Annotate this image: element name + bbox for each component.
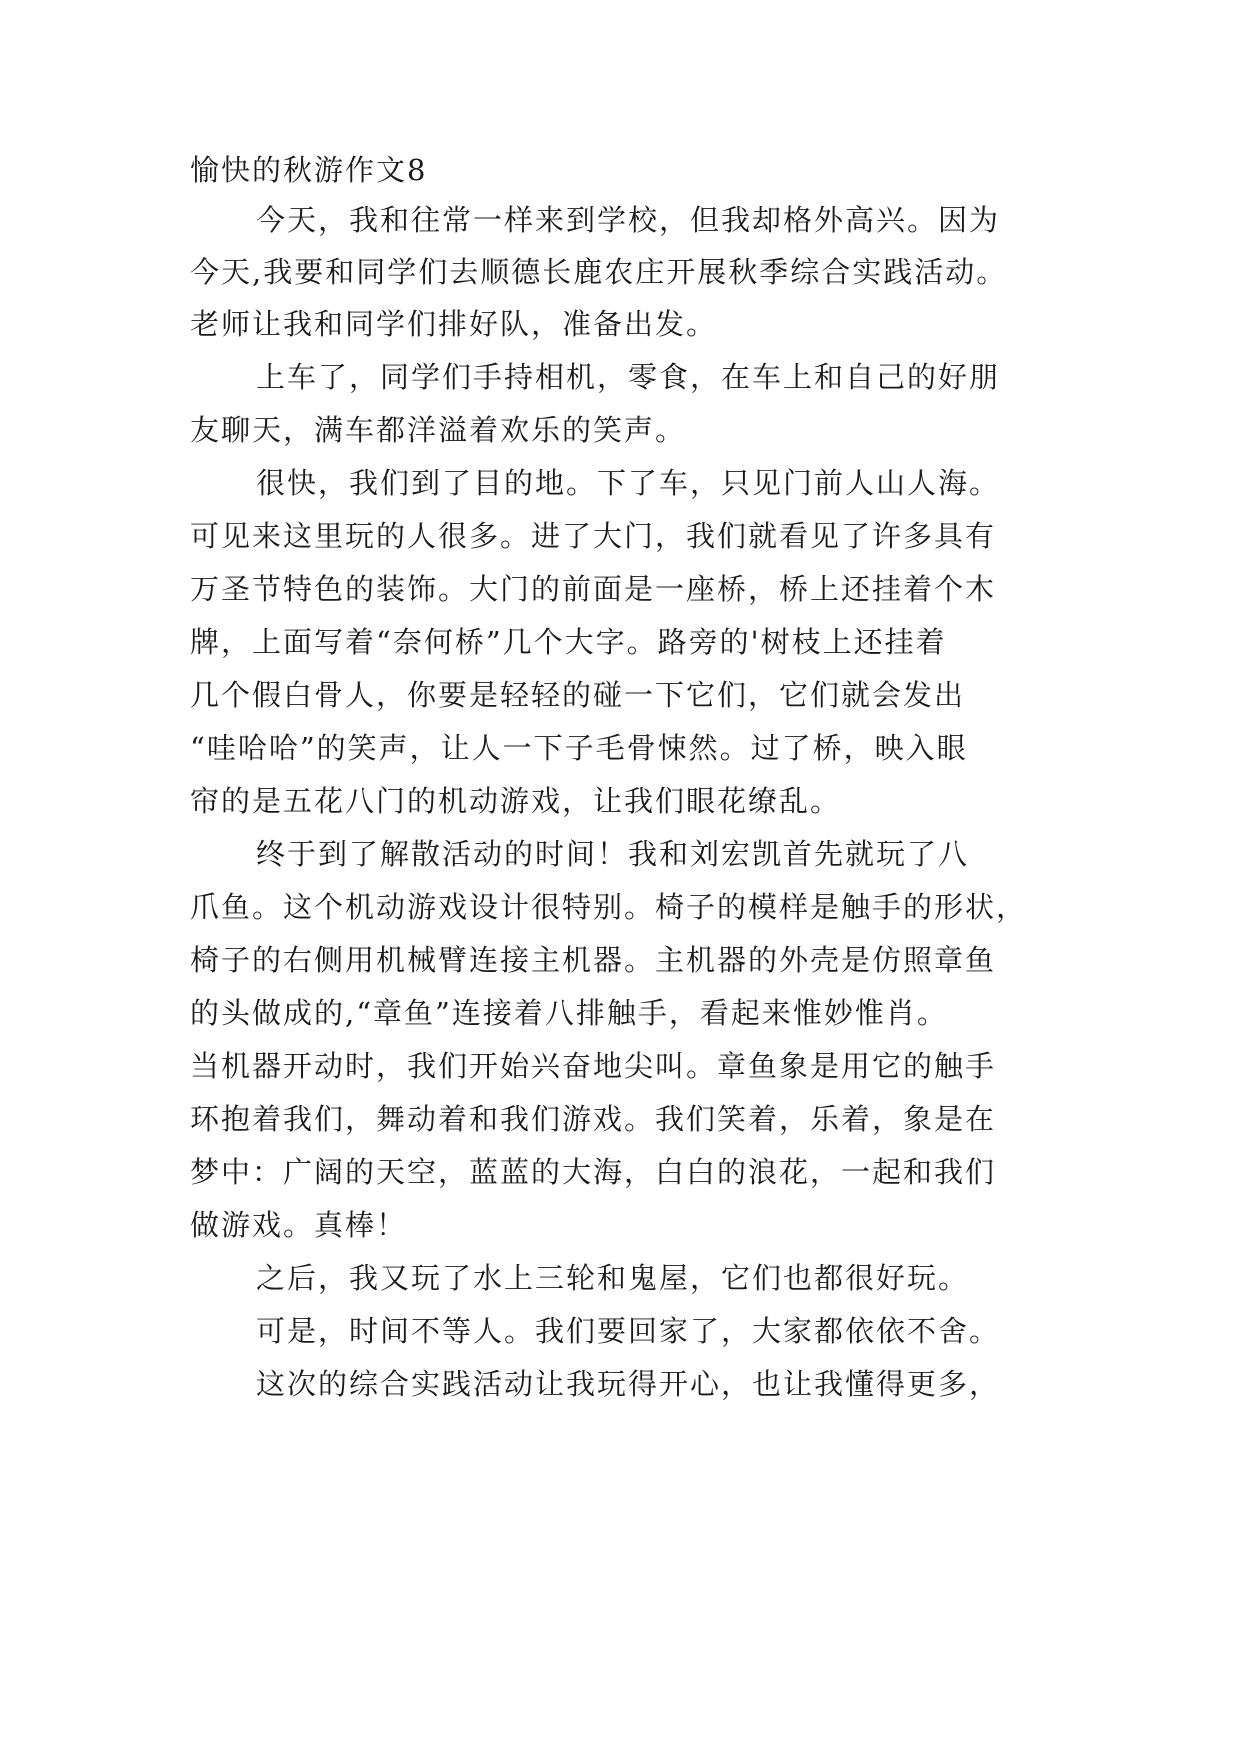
paragraph-5-line-1: 之后，我又玩了水上三轮和鬼屋，它们也都很好玩。 xyxy=(256,1261,970,1295)
paragraph-4-line-1: 终于到了解散活动的时间！我和刘宏凯首先就玩了八 xyxy=(256,837,970,871)
paragraph-1-line-2: 今天,我要和同学们去顺德长鹿农庄开展秋季综合实践活动。 xyxy=(190,255,1008,289)
paragraph-2-line-2: 友聊天，满车都洋溢着欢乐的笑声。 xyxy=(190,413,687,447)
paragraph-3-line-4: 牌，上面写着“奈何桥”几个大字。路旁的'树枝上还挂着 xyxy=(190,625,947,659)
paragraph-3-line-5: 几个假白骨人，你要是轻轻的碰一下它们，它们就会发出 xyxy=(190,678,966,712)
paragraph-4-line-6: 环抱着我们，舞动着和我们游戏。我们笑着，乐着，象是在 xyxy=(190,1102,997,1136)
paragraph-1-line-1: 今天，我和往常一样来到学校，但我却格外高兴。因为 xyxy=(256,203,1001,237)
paragraph-1-line-3: 老师让我和同学们排好队，准备出发。 xyxy=(190,307,718,341)
paragraph-3-line-2: 可见来这里玩的人很多。进了大门，我们就看见了许多具有 xyxy=(190,519,997,553)
paragraph-2-line-1: 上车了，同学们手持相机，零食，在车上和自己的好朋 xyxy=(256,360,1001,394)
paragraph-4-line-2: 爪鱼。这个机动游戏设计很特别。椅子的模样是触手的形状， xyxy=(190,890,1028,924)
document-title: 愉快的秋游作文8 xyxy=(190,153,428,187)
paragraph-4-line-5: 当机器开动时，我们开始兴奋地尖叫。章鱼象是用它的触手 xyxy=(190,1049,997,1083)
paragraph-7-line-1: 这次的综合实践活动让我玩得开心，也让我懂得更多， xyxy=(256,1367,1001,1401)
paragraph-4-line-7: 梦中：广阔的天空，蓝蓝的大海，白白的浪花，一起和我们 xyxy=(190,1155,997,1189)
paragraph-3-line-6: “哇哈哈”的笑声，让人一下子毛骨悚然。过了桥，映入眼 xyxy=(190,731,968,765)
paragraph-4-line-8: 做游戏。真棒！ xyxy=(190,1208,408,1242)
paragraph-3-line-7: 帘的是五花八门的机动游戏，让我们眼花缭乱。 xyxy=(190,784,842,818)
paragraph-3-line-1: 很快，我们到了目的地。下了车，只见门前人山人海。 xyxy=(256,466,1001,500)
paragraph-3-line-3: 万圣节特色的装饰。大门的前面是一座桥，桥上还挂着个木 xyxy=(190,572,997,606)
paragraph-4-line-3: 椅子的右侧用机械臂连接主机器。主机器的外壳是仿照章鱼 xyxy=(190,943,997,977)
paragraph-4-line-4: 的头做成的,“章鱼”连接着八排触手，看起来惟妙惟肖。 xyxy=(190,996,948,1030)
paragraph-6-line-1: 可是，时间不等人。我们要回家了，大家都依依不舍。 xyxy=(256,1314,1001,1348)
